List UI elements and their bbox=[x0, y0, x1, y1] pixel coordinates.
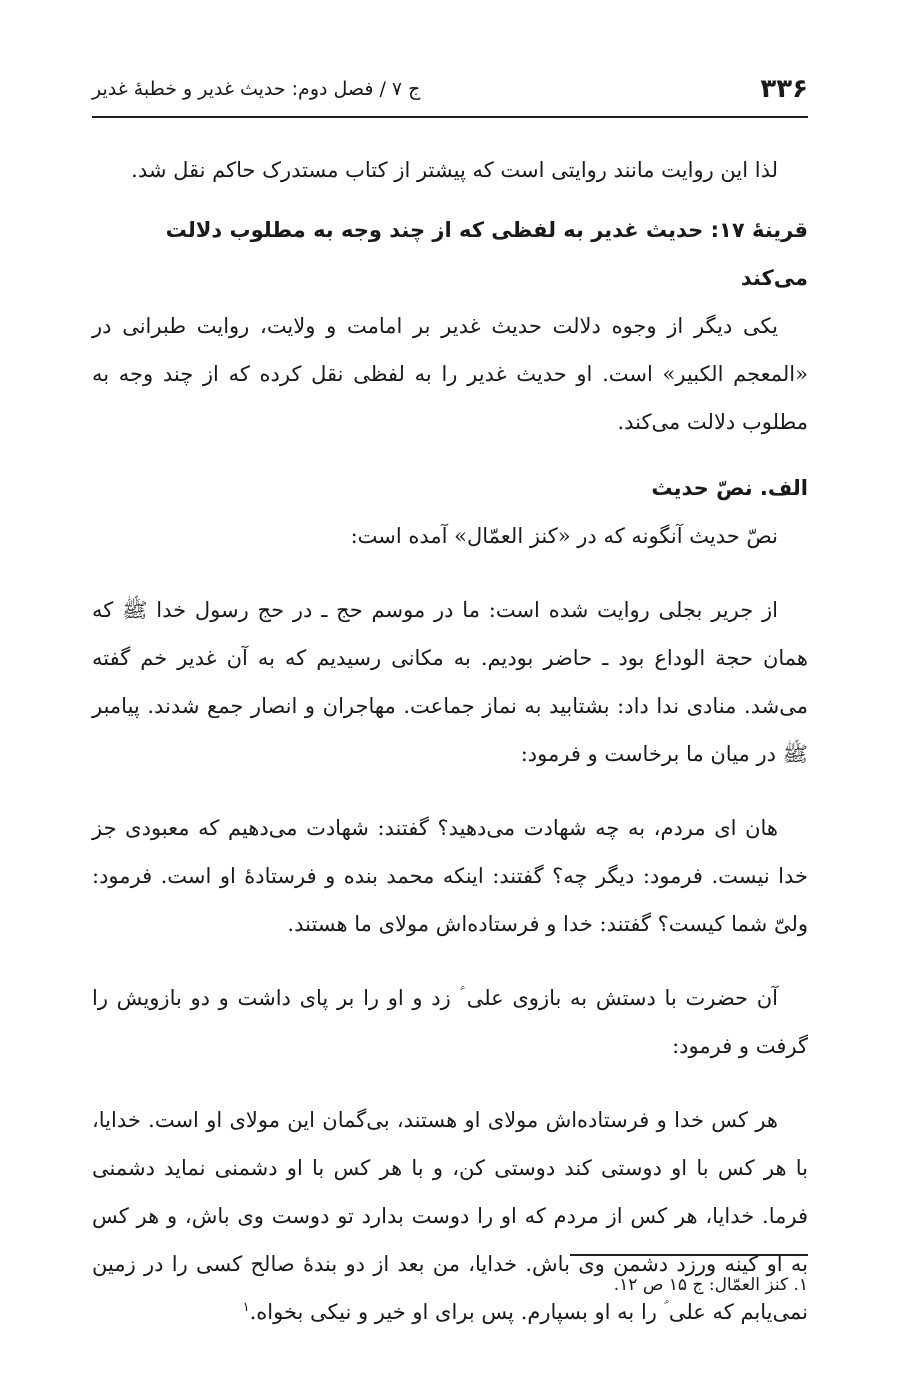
paragraph-1: لذا این روایت مانند روایتی است که پیشتر از کتاب مستدرک حاکم نقل شد. bbox=[131, 158, 778, 182]
page-header bbox=[92, 66, 808, 112]
footnote-reference: ۱ bbox=[242, 1300, 250, 1315]
page-number: ۳۳۶ bbox=[760, 74, 808, 104]
footnote: ۱. کنز العمّال: ج ۱۵ ص ۱۲. bbox=[613, 1275, 808, 1295]
paragraph-7 bbox=[92, 1096, 808, 1336]
paragraph-4: از جریر بجلی روایت شده است: ما در موسم حج ـ در حج رسول خدا ﷺ که همان حجة الوداع بود ـ حاضر بودیم. به مکانی رسیدیم که به آن غدیر خم گفته می‌شد. منادی ندا داد: بشتابید به نماز جماعت. مهاجران و انصار جمع شدند. پیامبر ﷺ در میان ما برخاست و فرمود: bbox=[92, 598, 808, 766]
main-text bbox=[92, 146, 808, 1336]
paragraph-3: نصّ حدیث آنگونه که در «کنز العمّال» آمده است: bbox=[350, 524, 778, 548]
paragraph-7-text: هر کس خدا و فرستاده‌اش مولای او هستند، بی‌گمان این مولای او است. خدایا، با هر کس با او دوستی کند دوستی کن، و با هر کس با او دشمنی نماید دشمنی فرما. خدایا، هر کس از مردم که او را دوست بدارد تو دوست وی باش، و هر کس به او کینه ورزد دشمن وی باش. خدایا، من بعد از دو بندهٔ صالح کسی را در زمین نمی‌یابم که علی ؑ را به او بسپارم. پس برای او خیر و نیکی بخواه. bbox=[92, 1108, 808, 1324]
subsection-heading-alef: الف. نصّ حدیث bbox=[651, 476, 808, 500]
section-heading-17: قرینهٔ ۱۷: حدیث غدیر به لفظی که از چند وجه به مطلوب دلالت می‌کند bbox=[165, 218, 808, 290]
paragraph-2: یکی دیگر از وجوه دلالت حدیث غدیر بر امامت و ولایت، روایت طبرانی در «المعجم الکبیر» است. او حدیث غدیر را به لفظی نقل کرده که از چند وجه به مطلوب دلالت می‌کند. bbox=[92, 314, 808, 434]
paragraph-5: هان ای مردم، به چه شهادت می‌دهید؟ گفتند: شهادت می‌دهیم که معبودی جز خدا نیست. فرمود: دیگر چه؟ گفتند: اینکه محمد بنده و فرستادهٔ او است. فرمود: ولیّ شما کیست؟ گفتند: خدا و فرستاده‌اش مولای ما هستند. bbox=[92, 816, 808, 936]
header-rule bbox=[92, 116, 808, 118]
paragraph-6: آن حضرت با دستش به بازوی علی ؑ زد و او را بر پای داشت و دو بازویش را گرفت و فرمود: bbox=[92, 986, 808, 1058]
footnote-rule bbox=[570, 1254, 808, 1256]
running-title: ج ۷ / فصل دوم: حدیث غدیر و خطبهٔ غدیر bbox=[92, 78, 421, 100]
